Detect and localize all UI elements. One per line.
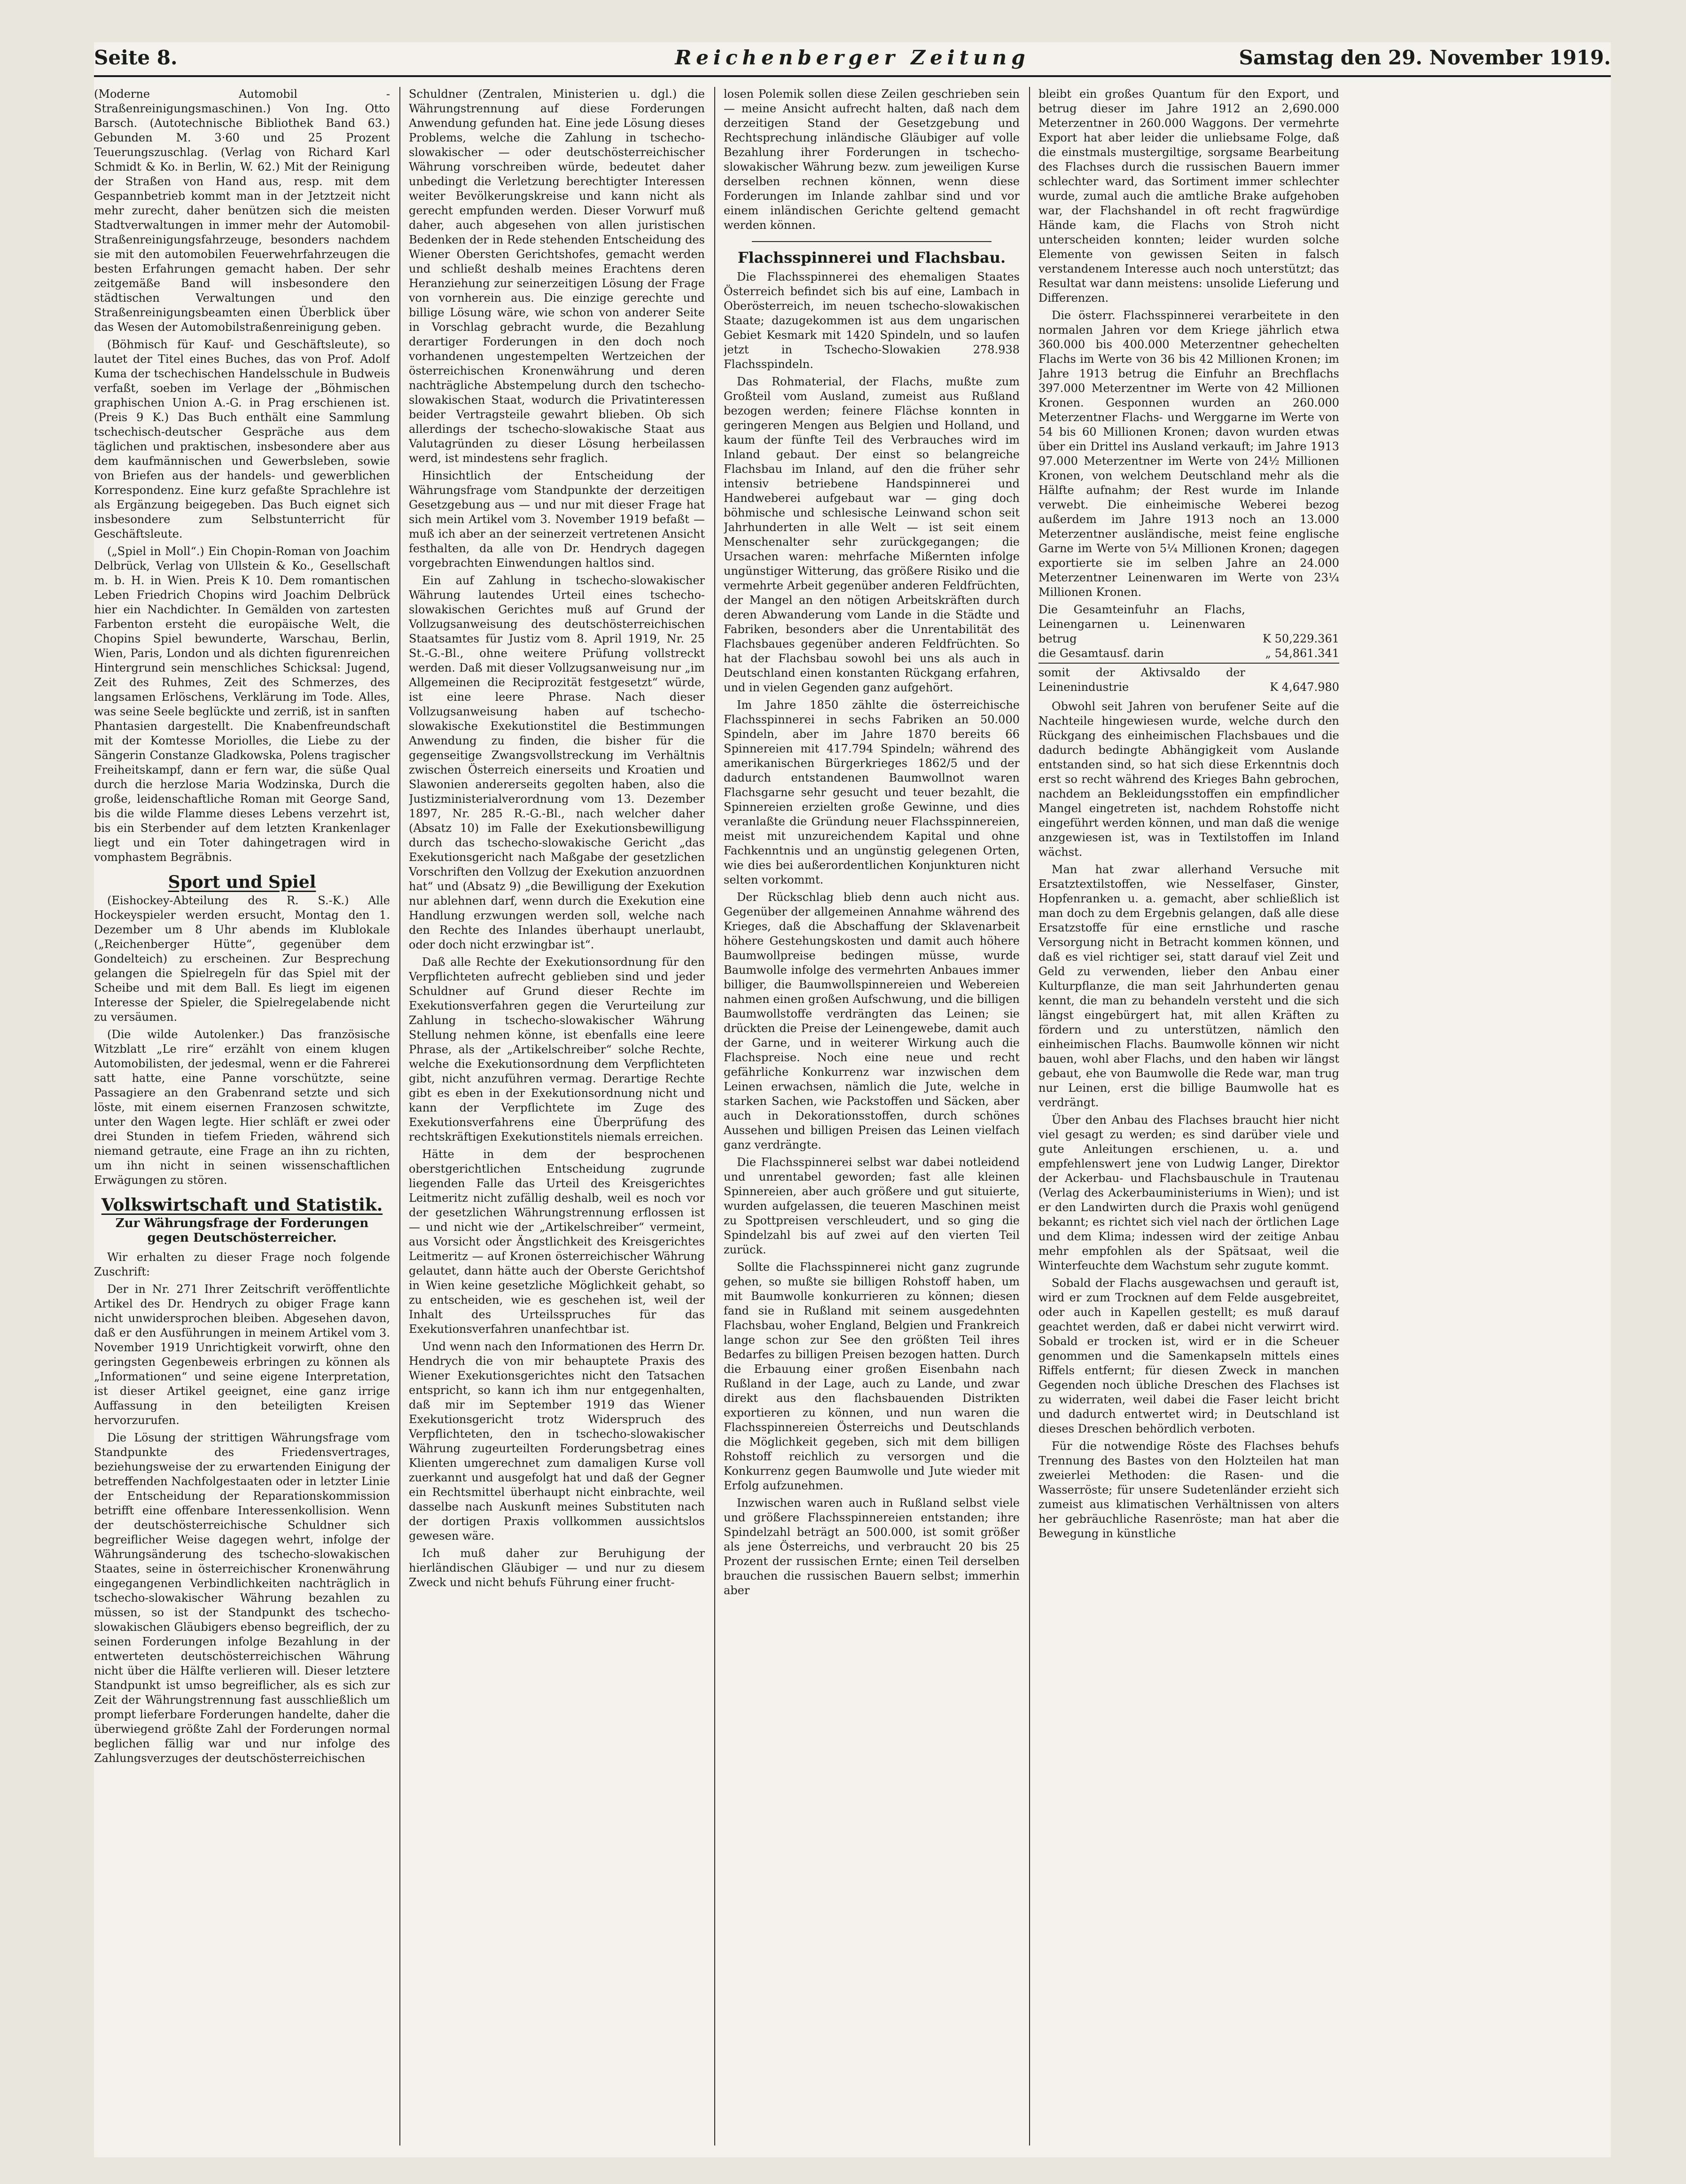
article-currency-p8: Und wenn nach den Informationen des Herrn Dr. Hendrych die von mir behauptete Praxis des Wiener Exekutionsgerichtes nicht den Tatsachen entspricht, so kann ich ihm nur entgegenhalten, daß mir im September 1919 das Wiener Exekutionsgericht trotz Widerspruch des Verpflichteten, den in tschecho-slowakischer Währung zugeurteilten Forderungsbetrag eines Klienten umgerechnet zum damaligen Kurse voll zuerkannt und ausgefolgt hat und daß der Gegner ein Rechtsmittel überhaupt nicht einbrachte, weil dasselbe nach Auskunft meines Substituten nach der dortigen Praxis vollkommen aussichtslos gewesen wäre. — [409, 1340, 705, 1542]
page-number: Seite 8. — [94, 46, 178, 69]
article-separator — [752, 241, 991, 242]
issue-date: Samstag den 29. November 1919. — [1239, 46, 1611, 69]
article-currency-p9: Ich muß daher zur Beruhigung der hierländischen Gläubiger — und nur zu diesem Zweck und nicht behufs Führung einer frucht- — [409, 1547, 705, 1589]
column-divider — [399, 87, 400, 2145]
column-4 — [1038, 87, 1339, 2145]
stat-sum-rule — [1038, 663, 1339, 664]
article-currency-p6: Daß alle Rechte der Exekutionsordnung für den Verpflichteten aufrecht geblieben sind und jeder Schuldner auf Grund dieser Rechte im Exekutionsverfahren gegen die Verurteilung zur Zahlung in tschecho-slowakischer Währung Stellung nehmen könne, ist ebenfalls eine leere Phrase, als der „Artikelschreiber“ solche Rechte, welche die Exekutionsordnung dem Verpflichteten gibt, nicht anzuführen vermag. Derartige Rechte gibt es eben in der Exekutionsordnung nicht und kann der Verpflichtete im Zuge des Exekutionsverfahrens eine Überprüfung des rechtskräftigen Exekutionstitels niemals erreichen. — [409, 955, 705, 1143]
article-currency-end: losen Polemik sollen diese Zeilen geschrieben sein — meine Ansicht aufrecht halten, daß nach dem derzeitigen Stand der Gesetzgebung und Rechtsprechung inländische Gläubiger auf volle Bezahlung ihrer Forderungen in tschecho-slowakischer Währung bezw. zum jeweiligen Kurse derselben rechnen können, wenn diese Forderungen im Inlande zahlbar sind und vor einem inländischen Gerichte geltend gemacht werden können. — [724, 87, 1020, 232]
article-currency-intro: Wir erhalten zu dieser Frage noch folgende Zuschrift: — [94, 1251, 390, 1278]
article-flax-p4: Der Rückschlag blieb denn auch nicht aus. Gegenüber der allgemeinen Annahme während des Krieges, daß die Abschaffung der Sklavenarbeit höhere Gestehungskosten und damit auch höhere Baumwollpreise bedingen müsse, wurde Baumwolle infolge des vermehrten Anbaues immer billiger, die Baumwollspinnereien und Webereien nahmen einen großen Aufschwung, und die billigen Baumwollstoffe verdrängten das Leinen; sie drückten die Preise der Leinengewebe, damit auch der Garne, und in weiterer Wirkung auch die Flachspreise. Noch eine neue und recht gefährliche Konkurrenz war inzwischen dem Leinen erwachsen, nämlich die Jute, welche in starken Sachen, wie Packstoffen und Säcken, aber auch in Dekorationsstoffen, durch schönes Aussehen und billigen Preisen das Leinen vielfach ganz verdrängte. — [724, 891, 1020, 1151]
article-flax-p10: Obwohl seit Jahren von berufener Seite auf die Nachteile hingewiesen wurde, welche durch den Rückgang des einheimischen Flachsbaues und die dadurch bedingte Abhängigkeit vom Auslande entstanden sind, so hat sich diese Erkenntnis doch erst so recht während des Krieges Bahn gebrochen, nachdem an Bekleidungsstoffen ein empfindlicher Mangel eingetreten ist, nachdem Rohstoffe nicht eingeführt werden können, und man daß die wenige anzgewiesen ist, was in Textilstoffen im Inland wächst. — [1038, 700, 1339, 859]
article-flax-p3: Im Jahre 1850 zählte die österreichische Flachsspinnerei in sechs Fabriken an 50.000 Spindeln, aber im Jahre 1870 bereits 66 Spinnereien mit 417.794 Spindeln; während des amerikanischen Bürgerkrieges 1862/5 und der dadurch entstandenen Baumwollnot waren Flachsgarne sehr gesucht und teuer bezahlt, die Spinnereien erzielten große Gewinne, und dies veranlaßte die Gründung neuer Flachsspinnereien, meist mit unzureichendem Kapital und ohne Fachkenntnis und an ungünstig gelegenen Orten, wie dies bei außerordentlichen Konjunkturen nicht selten vorkommt. — [724, 698, 1020, 886]
stat-row-export — [1038, 646, 1339, 661]
article-flax-p9: Die österr. Flachsspinnerei verarbeitete in den normalen Jahren vor dem Kriege jährlich etwa 360.000 bis 400.000 Meterzentner gehechelten Flachs im Werte von 36 bis 42 Millionen Kronen; im Jahre 1913 betrug die Einfuhr an Brechflachs 397.000 Meterzentner im Werte von 42 Millionen Kronen. Gesponnen wurden an 260.000 Meterzentner Flachs- und Werggarne im Werte von 54 bis 60 Millionen Kronen; davon wurden etwas über ein Drittel ins Ausland verkauft; im Jahre 1913 97.000 Meterzentner im Werte von 24½ Millionen Kronen, von welchem Deutschland mehr als die Hälfte aufnahm; der Rest wurde im Inlande verwebt. Die einheimische Weberei bezog außerdem im Jahre 1913 noch an 13.000 Meterzentner ausländische, meist feine englische Garne im Werte von 5¼ Millionen Kronen; dagegen exportierte sie im selben Jahre an 24.000 Meterzentner Leinenwaren im Werte von 23¼ Millionen Kronen. — [1038, 309, 1339, 599]
article-flax-p13: Sobald der Flachs ausgewachsen und gerauft ist, wird er zum Trocknen auf dem Felde ausgebreitet, oder auch in Kapellen gestellt; es muß darauf geachtet werden, daß er dabei nicht verwirrt wird. Sobald er trocken ist, wird er in die Scheuer genommen und die Samenkapseln mittels eines Riffels entfernt; für diesen Zweck in manchen Gegenden noch übliche Dreschen des Flachses ist zu widerraten, weil dabei die Faser leicht bricht und dadurch entwertet wird; in Deutschland ist dieses Dreschen behördlich verboten. — [1038, 1276, 1339, 1435]
stat-row-import — [1038, 603, 1339, 646]
article-ice-hockey: (Eishockey-Abteilung des R. S.-K.) Alle Hockeyspieler werden ersucht, Montag den 1. Dezember um 8 Uhr abends im Klublokale („Reichenberger Hütte“, gegenüber dem Gondelteich) zu erscheinen. Zur Besprechung gelangen die Spielregeln für das Spiel mit der Scheibe und mit dem Ball. Es liegt im eigenen Interesse der Spieler, die Spielregelabende nicht zu versäumen. — [94, 894, 390, 1024]
article-flax-p6: Sollte die Flachsspinnerei nicht ganz zugrunde gehen, so mußte sie billigen Rohstoff haben, um mit Baumwolle konkurrieren zu können; diesen fand sie in Rußland mit seinem ausgedehnten Flachsbau, woher England, Belgien und Frankreich lange schon zur See den größten Teil ihres Bedarfes zu billigen Preisen bezogen hatten. Durch die Erbauung einer großen Eisenbahn nach Rußland in der Lage, auch zu Lande, und zwar direkt aus den flachsbauenden Distrikten exportieren zu können, und nun waren die Flachsspinnereien Österreichs und Deutschlands die Möglichkeit gegeben, sich mit dem billigen Rohstoff reichlich zu versorgen und die Konkurrenz gegen Baumwolle und Jute wieder mit Erfolg aufzunehmen. — [724, 1260, 1020, 1492]
article-flax-p11: Man hat zwar allerhand Versuche mit Ersatztextilstoffen, wie Nesselfaser, Ginster, Hopfenranken u. a. gemacht, aber schließlich ist man doch zu dem Ergebnis gelangen, daß alle diese Ersatzstoffe für eine ernstliche und rasche Versorgung nicht in Betracht kommen können, und daß es viel richtiger sei, statt darauf viel Zeit und Geld zu verwenden, lieber den Anbau einer Kulturpflanze, die man seit Jahrhunderten genau kennt, die man zu behandeln versteht und die sich längst eingebürgert hat, mit allen Kräften zu fördern und zu unterstützen, nämlich den einheimischen Flachs. Baumwolle können wir nicht bauen, wohl aber Flachs, und den haben wir längst gebaut, ehe von Baumwolle die Rede war, man trug nur Leinen, erst die billige Baumwolle hat es verdrängt. — [1038, 863, 1339, 1109]
article-flax-p12: Über den Anbau des Flachses braucht hier nicht viel gesagt zu werden; es sind darüber viele und gute Anleitungen erschienen, u. a. und empfehlenswert jene von Ludwig Langer, Direktor der Ackerbau- und Flachsbauschule in Trautenau (Verlag des Ackerbauministeriums in Wien); und ist er den Landwirten durch die Praxis wohl genügend bekannt; es richtet sich viel nach der örtlichen Lage und dem Klima; indessen wird der zeitige Anbau mehr empfohlen als der Spätsaat, weil die Winterfeuchte dem Wachstum sehr zugute kommt. — [1038, 1113, 1339, 1272]
article-automobile: (Moderne Automobil - Straßenreinigungsmaschinen.) Von Ing. Otto Barsch. (Autotechnische Bibliothek Band 63.) Gebunden M. 3·60 und 25 Prozent Teuerungszuschlag. (Verlag von Richard Karl Schmidt & Ko. in Berlin, W. 62.) Mit der Reinigung der Straßen von Hand aus, resp. mit dem Gespannbetrieb kommt man in der Jetztzeit nicht mehr zurecht, daher benützen sich die meisten Stadtverwaltungen in immer mehr der Automobil-Straßenreinigungsfahrzeuge, besonders nachdem sie mit den automobilen Feuerwehrfahrzeugen die besten Erfahrungen gemacht haben. Der sehr zeitgemäße Band will insbesondere den städtischen Verwaltungen und den Straßenreinigungsbeamten einen Überblick über das Wesen der Automobilstraßenreinigung geben. — [94, 87, 390, 334]
section-heading-sport: Sport und Spiel — [168, 872, 316, 892]
article-currency-p2: Die Lösung der strittigen Währungsfrage vom Standpunkte des Friedensvertrages, beziehungsweise der zu erwartenden Einigung der betreffenden Nachfolgestaaten oder in letzter Linie der Entscheidung der Reparationskommission betrifft eine offenbare Interessenkollision. Wenn der deutschösterreichische Schuldner sich begreiflicher Weise dagegen wehrt, infolge der Währungsänderung des tschecho-slowakischen Staates, seine in österreichischer Kronenwährung eingegangenen Verbindlichkeiten nachträglich in tschecho-slowakischer Währung bezahlen zu müssen, so ist der Standpunkt des tschecho-slowakischen Gläubigers ebenso begreiflich, der zu seinen Forderungen infolge Bezahlung in der entwerteten deutschösterreichischen Währung nicht über die Hälfte verlieren will. Dieser letztere Standpunkt ist umso begreiflicher, als es sich zur Zeit der Währungstrennung fast ausschließlich um prompt lieferbare Forderungen handelte, daher die überwiegend größte Zahl der Forderungen normal beglichen fällig war und nur infolge des Zahlungsverzuges der deutschösterreichischen — [94, 1431, 390, 1765]
article-currency-p1: Der in Nr. 271 Ihrer Zeitschrift veröffentlichte Artikel des Dr. Hendrych zu obiger Frage kann nicht unwidersprochen bleiben. Abgesehen davon, daß er den Ausführungen in meinem Artikel vom 3. November 1919 Unrichtigkeit vorwirft, ohne den geringsten Gegenbeweis erbringen zu können als „Informationen“ und seine eigene Interpretation, ist dieser Artikel geeignet, eine ganz irrige Auffassung in den beteiligten Kreisen hervorzurufen. — [94, 1283, 390, 1427]
column-divider — [1029, 87, 1030, 2145]
column-divider — [714, 87, 715, 2145]
newspaper-title: Reichenberger Zeitung — [675, 46, 1030, 69]
column-3 — [724, 87, 1020, 2145]
trade-statistics — [1038, 603, 1339, 695]
article-currency-p4: Hinsichtlich der Entscheidung der Währungsfrage vom Standpunkte der derzeitigen Gesetzgebung aus — und nur mit dieser Frage hat sich mein Artikel vom 3. November 1919 befaßt — muß ich aber an der seinerzeit vertretenen Ansicht festhalten, da alle von Dr. Hendrych dagegen vorgebrachten Einwendungen haltlos sind. — [409, 469, 705, 570]
stat-row-balance — [1038, 665, 1339, 695]
article-flax-p2: Das Rohmaterial, der Flachs, mußte zum Großteil vom Ausland, zumeist aus Rußland bezogen werden; feinere Flächse konnten in geringeren Mengen aus Belgien und Holland, und kaum der fünfte Teil des Verbrauches wird im Inland gebaut. Der einst so belangreiche Flachsbau im Inland, auf den die früher sehr intensiv betriebene Handspinnerei und Handweberei aufgebaut war — ging doch böhmische und schlesische Leinwand schon seit Jahrhunderten in alle Welt — ist seit einem Menschenalter sehr zurückgegangen; die Ursachen waren: mehrfache Mißernten infolge ungünstiger Witterung, das größere Risiko und die vermehrte Arbeit gegenüber anderen Feldfrüchten, der Mangel an den nötigen Arbeitskräften durch deren Abwanderung vom Lande in die Städte und Fabriken, besonders aber die Unrentabilität des Flachsbaues gegenüber anderen Feldfrüchten. So hat der Flachsbau sowohl bei uns als auch in Deutschland einen konstanten Rückgang erfahren, und in vielen Gegenden ganz aufgehört. — [724, 375, 1020, 694]
stat-balance-value: K 4,647.980 — [1270, 681, 1339, 694]
article-title-flax: Flachsspinnerei und Flachsbau. — [737, 249, 1006, 266]
article-currency-p3: Schuldner (Zentralen, Ministerien u. dgl.) die Währungstrennung auf diese Forderungen Anwendung gefunden hat. Eine jede Lösung dieses Problems, welche die Zahlung in tschecho-slowakischer — oder deutschösterreichischer Währung vorschreiben würde, bedeutet daher unbedingt die Verletzung berechtigter Interessen weiter Bevölkerungskreise und kann nicht als gerecht empfunden werden. Dieser Vorwurf muß daher, auch abgesehen von allen juristischen Bedenken der in Rede stehenden Entscheidung des Wiener Obersten Gerichtshofes, gemacht werden und schließt deshalb meines Erachtens deren Heranziehung zur seinerzeitigen Lösung der Frage von vornherein aus. Die einzige gerechte und billige Lösung wäre, wie schon von anderer Seite in Vorschlag gebracht wurde, die Bezahlung derartiger Forderungen in den doch noch vorhandenen ungestempelten Wertzeichen der österreichischen Kronenwährung und deren nachträgliche Abstempelung durch den tschecho-slowakischen Staat, wodurch die Privatinteressen beider Vertragsteile gewahrt blieben. Ob sich allerdings der tschecho-slowakische Staat aus Valutagründen zu dieser Lösung herbeilassen werd, ist mindestens sehr fraglich. — [409, 87, 705, 465]
section-heading-economy: Volkswirtschaft und Statistik. — [101, 1195, 383, 1215]
article-bohemian-book: (Böhmisch für Kauf- und Geschäftsleute), so lautet der Titel eines Buches, das von Prof. Adolf Kuma der tschechischen Handelsschule in Budweis verfaßt, soeben im Verlage der „Böhmischen graphischen Union A.-G. in Prag erschienen ist. (Preis 9 K.) Das Buch enthält eine Sammlung tschechisch-deutscher Gespräche aus dem täglichen und praktischen, insbesondere aber aus dem kaufmännischen und Gewerbsleben, sowie von Briefen aus der handels- und gewerblichen Korrespondenz. Eine kurz gefaßte Sprachlehre ist als Ergänzung beigegeben. Das Buch eignet sich insbesondere zum Selbstunterricht für Geschäftsleute. — [94, 338, 390, 540]
article-autolenker: (Die wilde Autolenker.) Das französische Witzblatt „Le rire“ erzählt von einem klugen Automobilisten, der jedesmal, wenn er die Fahrerei satt hatte, eine Panne vorschützte, seine Passagiere an den Grabenrand setzte und sich löste, mit einem eisernen Franzosen schwitzte, unter den Wagen legte. Hier schläft er zwei oder drei Stunden in tiefem Frieden, während sich niemand getraute, eine Frage an ihn zu richten, um ihn nicht in seinen wissenschaftlichen Erwägungen zu stören. — [94, 1028, 390, 1187]
column-1 — [94, 87, 390, 2145]
article-title-currency: Zur Währungsfrage der Forderungen gegen Deutschösterreicher. — [115, 1216, 369, 1245]
article-flax-p8: bleibt ein großes Quantum für den Export, und betrug dieser im Jahre 1912 an 2,690.000 Meterzentner in 260.000 Waggons. Der vermehrte Export hat aber leider die unliebsame Folge, daß die einstmals mustergiltige, sorgsame Bearbeitung des Flachses durch die russischen Bauern immer schlechter ward, das Sortiment immer schlechter wurde, zumal auch die amtliche Brake aufgehoben war, der Flachshandel in oft recht fragwürdige Hände kam, die Flachs von Stroh nicht unterscheiden konnten; leider wurden solche Elemente von gewissen Seiten in falsch verstandenem Interesse auch noch unterstützt; das Resultat war dann meistens: unsolide Lieferung und Differenzen. — [1038, 87, 1339, 305]
article-flax-p7: Inzwischen waren auch in Rußland selbst viele und größere Flachsspinnereien entstanden; ihre Spindelzahl beträgt an 500.000, ist somit größer als jene Österreichs, und verbraucht 20 bis 25 Prozent der russischen Ernte; einen Teil derselben brauchen die russischen Bauern selbst; immerhin aber — [724, 1496, 1020, 1597]
article-chopin-novel: („Spiel in Moll“.) Ein Chopin-Roman von Joachim Delbrück, Verlag von Ullstein & Ko., Gesellschaft m. b. H. in Wien. Preis K 10. Dem romantischen Leben Friedrich Chopins wird Joachim Delbrück hier ein Nachdichter. In Gemälden von zartesten Farbenton ersteht die europäische Welt, die Chopins Spiel bewunderte, Warschau, Berlin, Wien, Paris, London und als dichten figurenreichen Hintergrund sein menschliches Schicksal: Jugend, Zeit des Ruhmes, Zeit des Schmerzes, des langsamen Erlöschens, Verklärung im Tode. Alles, was seine Seele beglückte und zerriß, ist in sanften Phantasien dargestellt. Die Knabenfreundschaft mit der Komtesse Moriolles, die Liebe zu der Sängerin Constanze Gladkowska, Polens tragischer Freiheitskampf, dann er fern war, die süße Qual durch die herzlose Maria Wodzinska, Durch die große, leidenschaftliche Roman mit George Sand, bis die wilde Flamme dieses Lebens verzehrt ist, bis ein Sterbender auf dem letzten Krankenlager liegt und ein Toter dahingetragen wird in vomphastem Begräbnis. — [94, 545, 390, 864]
stat-export-label: die Gesamtausf. darin — [1038, 647, 1164, 660]
stat-balance-label: somit der Aktivsaldo der Leinenindustrie — [1038, 666, 1245, 694]
newspaper-page — [94, 42, 1611, 2157]
stat-import-value: K 50,229.361 — [1263, 632, 1339, 645]
article-currency-p7: Hätte in dem der besprochenen oberstgerichtlichen Entscheidung zugrunde liegenden Falle das Urteil des Kreisgerichtes Leitmeritz nicht zufällig deshalb, weil es noch vor der gesetzlichen Währungstrennung erflossen ist — und nicht wie der „Artikelschreiber“ vermeint, aus Vorsicht oder Ängstlichkeit des Kreisgerichtes Leitmeritz — auf Kronen österreichischer Währung gelautet, dann hätte auch der Oberste Gerichtshof in Wien keine gesetzliche Möglichkeit gehabt, so zu entscheiden, wie es geschehen ist, weil der Inhalt des Urteilsspruches für das Exekutionsverfahren unanfechtbar ist. — [409, 1148, 705, 1336]
article-flax-p5: Die Flachsspinnerei selbst war dabei notleidend und unrentabel geworden; fast alle kleinen Spinnereien, aber auch größere und gut situierte, wurden aufgelassen, die teueren Maschinen meist zu Spottpreisen verschleudert, und so ging die Spindelzahl bis auf zwei auf den vierten Teil zurück. — [724, 1156, 1020, 1256]
stat-import-label: Die Gesamteinfuhr an Flachs, Leinengarnen u. Leinenwaren betrug — [1038, 603, 1245, 645]
article-flax-p14: Für die notwendige Röste des Flachses behufs Trennung des Bastes von den Holzteilen hat man zweierlei Methoden: die Rasen- und die Wasserröste; für unsere Sudetenländer erzieht sich zumeist aus klimatischen Verhältnissen von alters her gebräuchliche Rasenröste; man hat aber die Bewegung in künstliche — [1038, 1440, 1339, 1540]
article-flax-p1: Die Flachsspinnerei des ehemaligen Staates Österreich befindet sich bis auf eine, Lambach in Oberösterreich, im neuen tschecho-slowakischen Staate; dazugekommen ist aus dem ungarischen Gebiet Kesmark mit 1420 Spindeln, und so laufen jetzt in Tschecho-Slowakien 278.938 Flachsspindeln. — [724, 270, 1020, 371]
masthead — [94, 42, 1611, 77]
stat-export-value: „ 54,861.341 — [1265, 647, 1339, 660]
column-2 — [409, 87, 705, 2145]
article-currency-p5: Ein auf Zahlung in tschecho-slowakischer Währung lautendes Urteil eines tschecho-slowakischen Gerichtes muß auf Grund der Vollzugsanweisung des deutschösterreichischen Staatsamtes für Justiz vom 8. April 1919, Nr. 25 St.-G.-Bl., ohne weitere Prüfung vollstreckt werden. Daß mit dieser Vollzugsanweisung nur „im Allgemeinen die Reciprozität festgesetzt“ würde, ist eine leere Phrase. Nach dieser Vollzugsanweisung haben auf tschecho-slowakische Exekutionstitel die Bestimmungen Anwendung zu finden, die bisher für die gegenseitige Zwangsvollstreckung im Verhältnis zwischen Österreich einerseits und Kroatien und Slawonien andererseits gegolten haben, also die Justizministerialverordnung vom 13. Dezember 1897, Nr. 285 R.-G.-Bl., nach welcher daher (Absatz 10) im Falle der Exekutionsbewilligung durch das tschecho-slowakische Gericht „das Exekutionsgericht nach Maßgabe der gesetzlichen Vorschriften den Vollzug der Exekution anzuordnen hat“ und (Absatz 9) „die Bewilligung der Exekution nur ablehnen darf, wenn durch die Exekution eine Handlung erzwungen werden soll, welche nach den Rechte des Inlandes überhaupt unerlaubt, oder doch nicht erzwingbar ist“. — [409, 574, 705, 951]
